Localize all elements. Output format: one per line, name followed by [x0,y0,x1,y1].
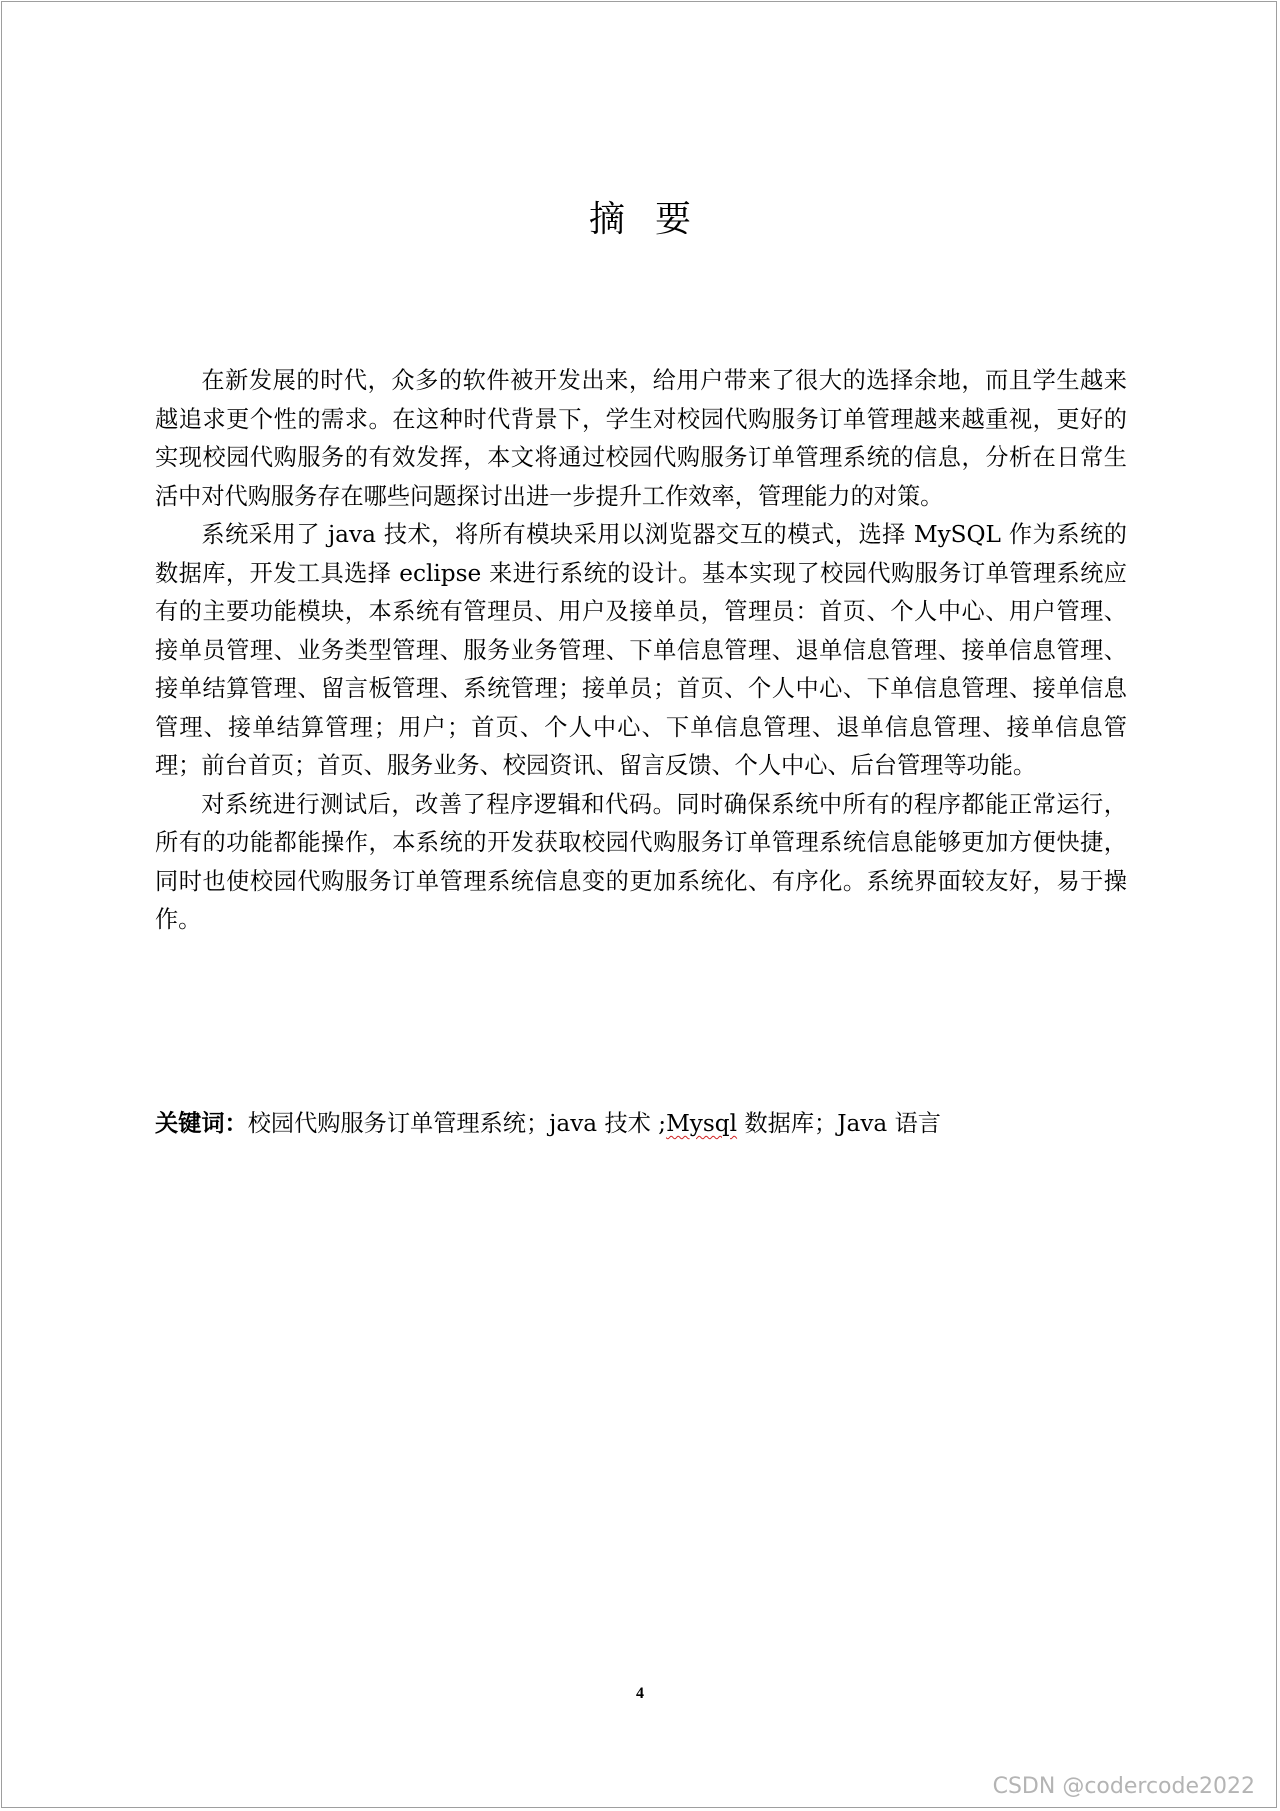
keywords-line [155,1105,1127,1143]
abstract-body [155,362,1127,940]
keywords-part-1: 校园代购服务订单管理系统；java 技术 ; [247,1110,667,1137]
csdn-watermark: CSDN @codercode2022 [992,1774,1255,1799]
page-number: 4 [636,1685,644,1702]
keywords-label: 关键词： [155,1110,248,1137]
abstract-title: 摘要 [588,199,721,240]
abstract-paragraph-1: 在新发展的时代，众多的软件被开发出来，给用户带来了很大的选择余地，而且学生越来越追求更个性的需求。在这种时代背景下，学生对校园代购服务订单管理越来越重视，更好的实现校园代购服务的有效发挥，本文将通过校园代购服务订单管理系统的信息，分析在日常生活中对代购服务存在哪些问题探讨出进一步提升工作效率，管理能力的对策。 [155,367,1127,510]
keywords-spellcheck-word: Mysql [666,1110,738,1137]
abstract-paragraph-3: 对系统进行测试后，改善了程序逻辑和代码。同时确保系统中所有的程序都能正常运行，所有的功能都能操作，本系统的开发获取校园代购服务订单管理系统信息能够更加方便快捷，同时也使校园代购服务订单管理系统信息变的更加系统化、有序化。系统界面较友好，易于操作。 [155,790,1127,933]
keywords-part-2: 数据库；Java 语言 [737,1110,941,1137]
abstract-paragraph-2: 系统采用了 java 技术，将所有模块采用以浏览器交互的模式，选择 MySQL 作为系统的数据库，开发工具选择 eclipse 来进行系统的设计。基本实现了校园代购服务订单管理系统应有的主要功能模块，本系统有管理员、用户及接单员，管理员：首页、个人中心、用户管理、接单员管理、业务类型管理、服务业务管理、下单信息管理、退单信息管理、接单信息管理、接单结算管理、留言板管理、系统管理；接单员；首页、个人中心、下单信息管理、接单信息管理、接单结算管理；用户；首页、个人中心、下单信息管理、退单信息管理、接单信息管理；前台首页；首页、服务业务、校园资讯、留言反馈、个人中心、后台管理等功能。 [155,521,1127,779]
